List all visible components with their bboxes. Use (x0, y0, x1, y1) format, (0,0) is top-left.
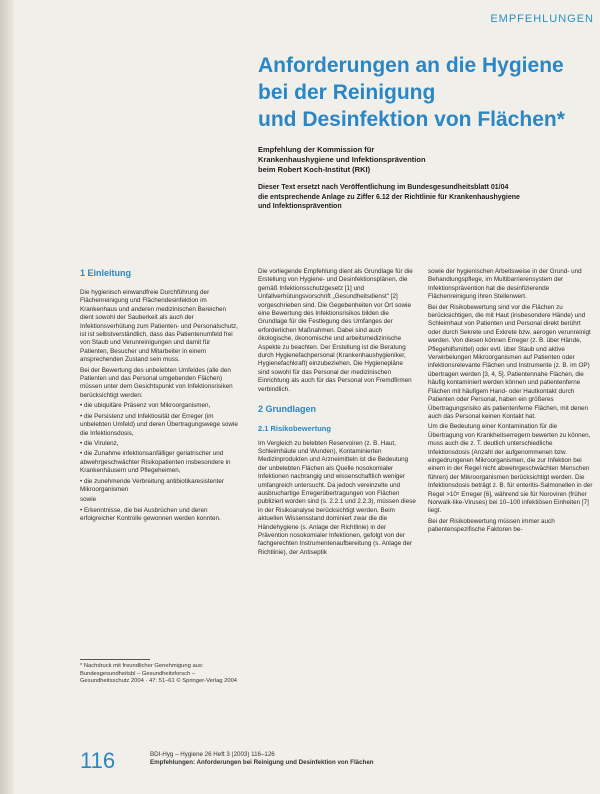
subsection-heading-risikobewertung: 2.1 Risikobewertung (258, 424, 331, 434)
article-subtitle (258, 145, 588, 175)
bullet-item: • die Zunahme infektionsanfälliger geriatrischer und abwehrgeschwächter Risikopatienten insbesondere in Krankenhäusern und Pflegeheimen, (80, 450, 231, 475)
paragraph: Bei der Risikobewertung sind vor die Flächen zu berücksichtigen, die mit Haut (insbesondere Hände) und Schleimhaut von Patienten und Personal direkt berührt oder durch Sekrete und Exkrete bzw. aerogen verunreinigt werden. Von diesen können Erreger (z. B. über Hände, Pflegehilfsmittel) oder evtl. über Staub und aktive Verwirbelungen Mikroorganismen auf Patienten oder infektionsrelevante Flächen und Instrumente (z. B. im OP) übertragen werden [3, 4, 5]. Patientennahe Flächen, die häufig kontaminiert werden können und patientenferne Flächen mit häufigem Hand- oder Hautkontakt durch Patienten oder Personal, haben ein größeres Übertragungsrisiko als patientenferne Flächen, mit denen auch das Personal keinen Kontakt hat. (428, 303, 591, 420)
title-line-2: bei der Reinigung (258, 81, 436, 104)
column-left (80, 268, 240, 688)
bullet-item: • die Persistenz und Infektiosität der Erreger (im unbelebten Umfeld) und deren Übertragungswege sowie die Infektionsdosis, (80, 412, 238, 437)
section-heading-einleitung: 1 Einleitung (80, 268, 132, 278)
paragraph: Die vorliegende Empfehlung dient als Grundlage für die Erstellung von Hygiene- und Desinfektionsplänen, die gemäß Infektionsschutzgesetz [1] und Unfallverhütungsvorschrift „Gesundheitsdienst" [2] vorgeschrieben sind. Die Gegebenheiten vor Ort sowie eine Bewertung des Infektionsrisikos bilden die Grundlage für die Festlegung des Umfanges der erforderlichen Maßnahmen. Dabei sind auch ökologische, ökonomische und arbeitsmedizinische Aspekte zu beachten. Der Erstellung ist die Beratung durch Hygienefachpersonal (Krankenhaushygieniker, Hygienefachkraft) einzubeziehen. Die Hygienepläne sind sowohl für das Personal der medizinischen Einrichtung als auch für das Personal von Fremdfirmen verbindlich. (258, 268, 413, 393)
paragraph: sowie der hygienischen Arbeitsweise in der Grund- und Behandlungspflege, im Multibarrierensystem der Infektionsprävention hat die desinfizierende Flächenreinigung ihren Stellenwert. (428, 268, 582, 301)
section-heading-grundlagen: 2 Grundlagen (258, 404, 317, 415)
journal-footer (150, 751, 374, 767)
section-label: EMPFEHLUNGEN (490, 13, 594, 25)
intro-line-3: und Infektionsprävention (258, 203, 342, 210)
paragraph: Bei der Bewertung des unbelebten Umfeldes (alle den Patienten und das Personal umgebenden Flächen) müssen unter dem Gesichtspunkt von Infektionsrisiken berücksichtigt werden: (80, 366, 233, 399)
footnote-rule (80, 659, 150, 660)
intro-line-1: Dieser Text ersetzt nach Veröffentlichung im Bundesgesundheitsblatt 01/04 (258, 184, 509, 191)
paragraph: Bei der Risikobewertung müssen immer auch patientenspezifische Faktoren be- (428, 517, 555, 534)
subtitle-line-2: Krankenhaushygiene und Infektionsprävention (258, 155, 426, 164)
article-title (258, 52, 588, 133)
footnote: * Nachdruck mit freundlicher Genehmigung aus: Bundesgesundheitsbl – Gesundheitsforsch – Gesundheitsschutz 2004 · 47: 51–61 © Springer-Verlag 2004 (80, 663, 238, 684)
bullet-item: • die ubiquitäre Präsenz von Mikroorganismen, (80, 402, 211, 410)
running-title: Empfehlungen: Anforderungen bei Reinigung und Desinfektion von Flächen (150, 759, 374, 766)
binding-shadow (0, 0, 14, 794)
title-line-3: und Desinfektion von Flächen* (258, 108, 565, 131)
paragraph: Die hygienisch einwandfreie Durchführung der Flächenreinigung und Flächendesinfektion im Krankenhaus und anderen medizinischen Bereichen dient sowohl der Sauberkeit als auch der Infektionsverhütung zum Patienten- und Personalschutz, ist ist selbstverständlich, dass das Patientenumfeld frei von Staub und Verunreinigungen und damit für Patienten, Besucher und Mitarbeiter in einem ansprechenden Zustand sein muss. (80, 289, 238, 364)
bullet-item: • die Virulenz, (80, 439, 119, 447)
subtitle-line-3: beim Robert Koch-Institut (RKI) (258, 165, 371, 174)
paragraph: Um die Bedeutung einer Kontamination für die Übertragung von Krankheitserregern bewerten zu können, muss auch die z. T. deutlich unterschiedliche Infektionsdosis (Anzahl der aufgenommenen bzw. eingedrungenen Mikroorganismen, die zur Infektion bei einem in der Regel nicht abwehrgeschwächten Menschen führen) der Mikroorganismen berücksichtigt werden. Die Infektionsdosis beträgt z. B. für enteritis-Salmonellen in der Regel >10⁵ Erreger [6], während sie für Noroviren (früher Norwalk-like-Viruses) bei 10–100 infektiösen Einheiten [7] liegt. (428, 423, 593, 515)
page-number: 116 (80, 748, 116, 773)
bullet-item: • die zunehmende Verbreitung antibiotikaresistenter Mikroorganismen (80, 477, 224, 493)
intro-note (258, 183, 588, 212)
journal-citation: BDI-Hyg – Hygiene 26 Heft 3 (2003) 116–126 (150, 751, 275, 758)
column-middle (258, 268, 416, 768)
connector-text: sowie (80, 496, 97, 504)
title-line-1: Anforderungen an die Hygiene (258, 54, 564, 77)
subtitle-line-1: Empfehlung der Kommission für (258, 145, 375, 154)
paragraph: Im Vergleich zu belebten Reservoiren (z. B. Haut, Schleimhäute und Wunden), Kontaminierten Medizinprodukten und Arzneimitteln ist die Bedeutung der unbelebten Flächen als Quelle nosokomialer Infektionen nachrangig und wissenschaftlich weniger umfangreich untersucht. Da jedoch vereinzelte und ausbruchartige Erregerübertragungen von Flächen publiziert worden sind (s. 2.2.1 und 2.2.3), müssen diese in der Risikoanalyse berücksichtigt werden. Beim aktuellen Wissensstand dominiert zwar die die Händehygiene (s. Anlage der Richtlinie) in der Prävention nosokomialer Infektionen, gefolgt von der fachgerechten Instrumentenaufbereitung (s. Anlage der Richtlinie), der Antiseptik (258, 439, 416, 556)
column-right (428, 268, 593, 768)
bullet-item: • Erkenntnisse, die bei Ausbrüchen und deren erfolgreicher Kontrolle gewonnen werden konnten. (80, 506, 221, 523)
intro-line-2: die entsprechende Anlage zu Ziffer 6.12 der Richtlinie für Krankenhaushygiene (258, 193, 520, 201)
